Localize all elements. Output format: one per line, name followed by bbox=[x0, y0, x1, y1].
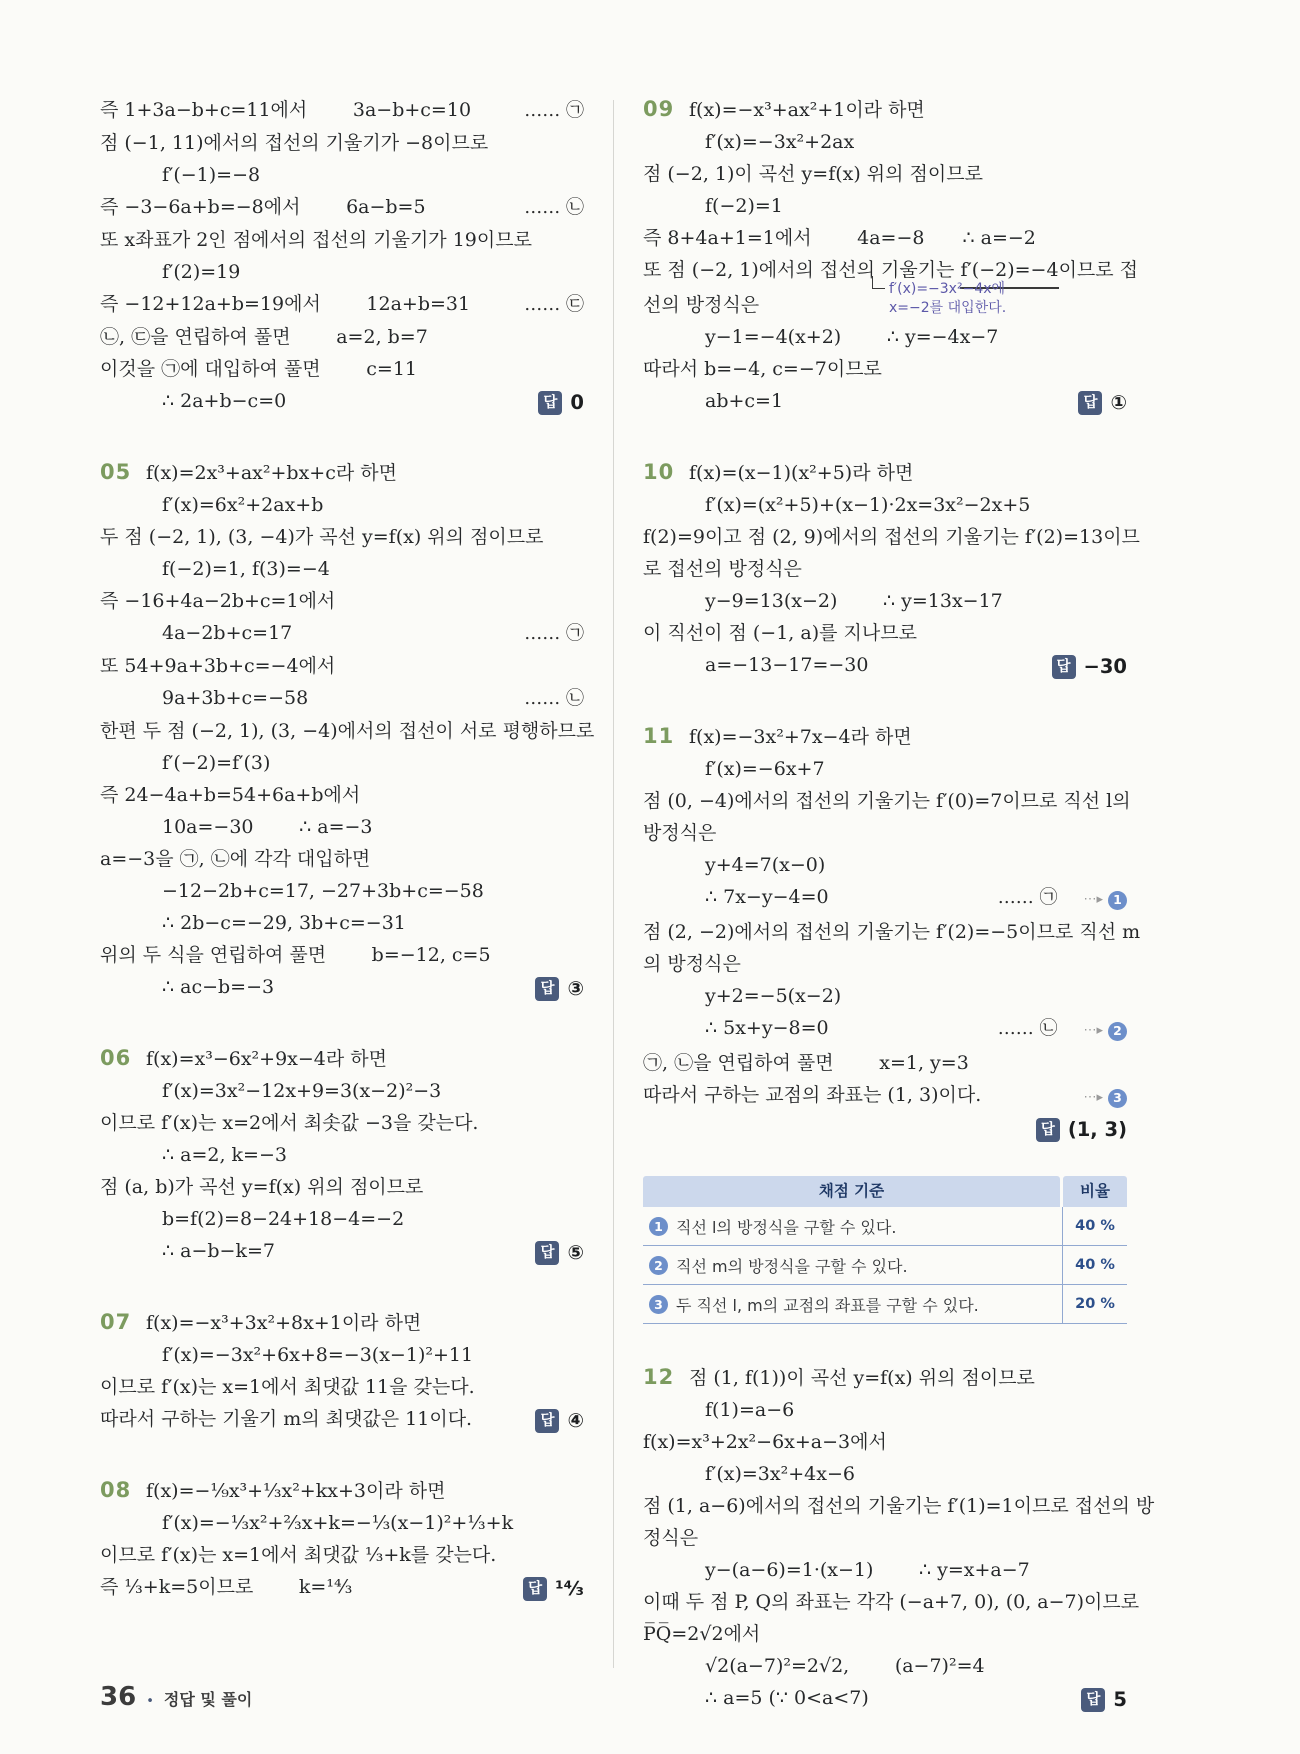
solution-line bbox=[100, 939, 584, 971]
solution-line bbox=[643, 1650, 1127, 1682]
solution-line bbox=[643, 649, 1127, 683]
solution-line bbox=[100, 1539, 584, 1571]
solutions-content bbox=[100, 94, 1155, 1716]
reference-mark: …… ㉠ bbox=[997, 887, 1058, 908]
line-text: f(−2)=1, f(3)=−4 bbox=[162, 558, 330, 580]
line-text: y+4=7(x−0) bbox=[705, 854, 826, 876]
line-text-tab: ∴ y=x+a−7 bbox=[919, 1559, 1030, 1581]
solution-line bbox=[100, 553, 584, 585]
line-text: 따라서 b=−4, c=−7이므로 bbox=[643, 358, 882, 380]
problem-number: 12 bbox=[643, 1365, 675, 1389]
rubric-criteria: 3 두 직선 l, m의 교점의 좌표를 구할 수 있다. bbox=[643, 1285, 1059, 1323]
solution-line bbox=[643, 948, 1127, 980]
solution-line bbox=[643, 1522, 1127, 1554]
problem-05 bbox=[100, 457, 595, 1005]
line-text-tab: ∴ y=13x−17 bbox=[882, 590, 1003, 612]
problem-number: 09 bbox=[643, 97, 675, 121]
solution-line bbox=[643, 916, 1141, 948]
answer-value: (1, 3) bbox=[1067, 1118, 1127, 1141]
line-text: 점 (a, b)가 곡선 y=f(x) 위의 점이므로 bbox=[100, 1176, 424, 1198]
problem-number: 10 bbox=[643, 460, 675, 484]
rubric-header-criteria: 채점 기준 bbox=[643, 1176, 1060, 1207]
line-text-tab: ∴ y=−4x−7 bbox=[886, 326, 999, 348]
line-text-tab: ∴ a=−3 bbox=[299, 816, 373, 838]
line-text: f(2)=9이고 점 (2, 9)에서의 접선의 기울기는 f′(2)=13이므 bbox=[643, 526, 1140, 548]
margin-note bbox=[889, 280, 1006, 318]
solution-line bbox=[643, 1426, 1127, 1458]
rubric-ratio: 20 % bbox=[1062, 1285, 1127, 1323]
solution-line bbox=[100, 1107, 584, 1139]
answer-badge: 답 bbox=[535, 977, 559, 1001]
line-text: f(x)=−¹⁄₉x³+¹⁄₃x²+kx+3이라 하면 bbox=[146, 1480, 446, 1502]
line-text: 따라서 구하는 교점의 좌표는 (1, 3)이다. bbox=[643, 1084, 982, 1106]
solution-line bbox=[643, 585, 1127, 617]
solution-line bbox=[643, 1362, 1127, 1394]
line-text-tab: k=¹⁴⁄₃ bbox=[298, 1576, 353, 1598]
problem-06 bbox=[100, 1043, 584, 1269]
solution-line bbox=[643, 1586, 1140, 1618]
solution-line bbox=[643, 1458, 1127, 1490]
answer bbox=[535, 1237, 584, 1269]
line-text: 4a−2b+c=17 bbox=[162, 622, 293, 644]
line-text: f(−2)=1 bbox=[705, 195, 783, 217]
line-text: ∴ a=2, k=−3 bbox=[162, 1144, 287, 1166]
line-text: 정식은 bbox=[643, 1527, 699, 1549]
line-text-tab: x=1, y=3 bbox=[879, 1052, 969, 1074]
answer-badge: 답 bbox=[1052, 655, 1076, 679]
answer-badge: 답 bbox=[1081, 1688, 1105, 1712]
line-text: a=−3을 ㉠, ㉡에 각각 대입하면 bbox=[100, 848, 371, 870]
line-text: 즉 ¹⁄₃+k=5이므로 bbox=[100, 1576, 254, 1598]
solution-line bbox=[100, 907, 584, 939]
dashed-arrow-icon: ⋯▸ bbox=[1083, 892, 1103, 907]
rubric-ratio: 40 % bbox=[1062, 1207, 1127, 1245]
line-text: 점 (−1, 11)에서의 접선의 기울기가 −8이므로 bbox=[100, 132, 489, 154]
solution-line bbox=[100, 1307, 584, 1339]
line-text: f′(−2)=f′(3) bbox=[162, 752, 271, 774]
solution-line bbox=[643, 190, 1127, 222]
solution-line bbox=[643, 753, 1127, 785]
solution-line bbox=[643, 385, 1127, 419]
rubric-table bbox=[643, 1176, 1127, 1324]
answer-badge: 답 bbox=[523, 1577, 547, 1601]
solution-line bbox=[643, 1114, 1127, 1146]
column-divider bbox=[613, 100, 614, 1668]
solution-line bbox=[100, 971, 584, 1005]
solution-line bbox=[100, 747, 584, 779]
solution-line bbox=[100, 256, 584, 288]
line-text: 선의 방정식은 bbox=[643, 294, 760, 316]
line-text: a=−13−17=−30 bbox=[705, 654, 869, 676]
line-text: 이므로 f′(x)는 x=2에서 최솟값 −3을 갖는다. bbox=[100, 1112, 479, 1134]
solution-line bbox=[100, 585, 584, 617]
column-left bbox=[100, 94, 595, 1716]
step-marker bbox=[1083, 1082, 1127, 1114]
answer bbox=[1081, 1684, 1127, 1716]
answer bbox=[523, 1573, 584, 1605]
line-text: 즉 24−4a+b=54+6a+b에서 bbox=[100, 784, 361, 806]
answer bbox=[1078, 387, 1127, 419]
line-text: f(x)=−x³+ax²+1이라 하면 bbox=[689, 99, 925, 121]
solution-line bbox=[100, 224, 584, 256]
answer bbox=[538, 387, 584, 419]
step-marker bbox=[1083, 1015, 1127, 1047]
answer-value: 5 bbox=[1113, 1688, 1127, 1711]
solution-line bbox=[100, 1043, 584, 1075]
line-text: ∴ 5x+y−8=0 bbox=[705, 1017, 829, 1039]
answer-value: ¹⁴⁄₃ bbox=[555, 1577, 584, 1600]
line-text: 즉 1+3a−b+c=11에서 bbox=[100, 99, 308, 121]
problem-08 bbox=[100, 1475, 584, 1605]
answer bbox=[1052, 651, 1127, 683]
solution-line bbox=[100, 1171, 584, 1203]
line-text: 로 접선의 방정식은 bbox=[643, 558, 802, 580]
problem-10 bbox=[643, 457, 1140, 683]
solution-line bbox=[643, 1047, 1127, 1079]
footer-page-number: 36 bbox=[100, 1682, 137, 1712]
solution-line bbox=[643, 1012, 1127, 1047]
dashed-arrow-icon: ⋯▸ bbox=[1083, 1090, 1103, 1105]
line-text: 점 (2, −2)에서의 접선의 기울기는 f′(2)=−5이므로 직선 m bbox=[643, 921, 1141, 943]
step-number-icon: 2 bbox=[1108, 1022, 1127, 1041]
line-text: 점 (1, f(1))이 곡선 y=f(x) 위의 점이므로 bbox=[689, 1367, 1035, 1389]
solution-line bbox=[643, 553, 1127, 585]
solution-line bbox=[100, 1235, 584, 1269]
line-text: 따라서 구하는 기울기 m의 최댓값은 11이다. bbox=[100, 1408, 473, 1430]
answer bbox=[535, 973, 584, 1005]
line-text: 점 (−2, 1)이 곡선 y=f(x) 위의 점이므로 bbox=[643, 163, 983, 185]
step-number-icon: 1 bbox=[649, 1217, 668, 1236]
line-text: 이므로 접 bbox=[1058, 259, 1139, 281]
answer-value: ⑤ bbox=[567, 1241, 584, 1264]
solution-line bbox=[100, 127, 584, 159]
line-text-tab: 3a−b+c=10 bbox=[352, 99, 472, 121]
problem-07 bbox=[100, 1307, 584, 1437]
line-text-tab: (a−7)²=4 bbox=[894, 1655, 985, 1677]
solution-line bbox=[100, 779, 584, 811]
line-text: −12−2b+c=17, −27+3b+c=−58 bbox=[162, 880, 484, 902]
solution-line bbox=[100, 521, 584, 553]
solution-line bbox=[643, 94, 1127, 126]
answer-badge: 답 bbox=[535, 1241, 559, 1265]
line-text: ∴ a=5 (∵ 0<a<7) bbox=[705, 1687, 869, 1709]
line-text: 위의 두 식을 연립하여 풀면 bbox=[100, 944, 327, 966]
line-text: 이므로 f′(x)는 x=1에서 최댓값 11을 갖는다. bbox=[100, 1376, 475, 1398]
line-text-tab: 4a=−8 ∴ a=−2 bbox=[857, 227, 1036, 249]
solution-line bbox=[643, 222, 1127, 254]
solution-line bbox=[643, 126, 1127, 158]
rubric-ratio: 40 % bbox=[1062, 1246, 1127, 1284]
line-text: f(x)=−3x²+7x−4라 하면 bbox=[689, 726, 912, 748]
line-text: ∴ 7x−y−4=0 bbox=[705, 886, 829, 908]
line-text: 또 점 (−2, 1)에서의 접선의 기울기는 bbox=[643, 259, 961, 281]
line-text: ㉡, ㉢을 연립하여 풀면 bbox=[100, 326, 291, 348]
solution-line bbox=[643, 1682, 1127, 1716]
solution-line bbox=[643, 321, 1127, 353]
line-text: f(1)=a−6 bbox=[705, 1399, 795, 1421]
reference-mark: …… ㉡ bbox=[524, 197, 584, 218]
line-text: f′(x)=−3x²+6x+8=−3(x−1)²+11 bbox=[162, 1344, 474, 1366]
solution-line bbox=[100, 1339, 584, 1371]
line-text: f′(x)=6x²+2ax+b bbox=[162, 494, 324, 516]
rubric-criteria: 1 직선 l의 방정식을 구할 수 있다. bbox=[643, 1207, 1059, 1245]
step-number-icon: 2 bbox=[649, 1256, 668, 1275]
solution-line bbox=[100, 1403, 584, 1437]
solution-line bbox=[643, 158, 1127, 190]
page-footer bbox=[100, 1682, 252, 1712]
answer-value: 0 bbox=[570, 391, 584, 414]
line-text: 즉 −16+4a−2b+c=1에서 bbox=[100, 590, 336, 612]
line-text: 또 x좌표가 2인 점에서의 접선의 기울기가 19이므로 bbox=[100, 229, 532, 251]
line-text: f′(2)=19 bbox=[162, 261, 241, 283]
solution-line bbox=[643, 980, 1127, 1012]
step-number-icon: 1 bbox=[1108, 891, 1127, 910]
solution-line bbox=[643, 521, 1140, 553]
solution-line bbox=[643, 617, 1127, 649]
solution-line bbox=[100, 1475, 584, 1507]
rubric-row bbox=[643, 1285, 1127, 1324]
problem-number: 07 bbox=[100, 1310, 132, 1334]
problem-09 bbox=[643, 94, 1139, 419]
problem-number: 11 bbox=[643, 724, 675, 748]
line-text: y−(a−6)=1·(x−1) bbox=[705, 1559, 874, 1581]
line-text: 점 (1, a−6)에서의 접선의 기울기는 f′(1)=1이므로 접선의 방 bbox=[643, 1495, 1155, 1517]
line-text: b=f(2)=8−24+18−4=−2 bbox=[162, 1208, 405, 1230]
solution-line bbox=[100, 1507, 584, 1539]
underlined-text: f′(−2)=−4 bbox=[960, 254, 1058, 289]
rubric-header-ratio: 비율 bbox=[1063, 1176, 1127, 1207]
line-text: 의 방정식은 bbox=[643, 953, 741, 975]
rubric-criteria: 2 직선 m의 방정식을 구할 수 있다. bbox=[643, 1246, 1059, 1284]
problem-12 bbox=[643, 1362, 1155, 1716]
reference-mark: …… ㉡ bbox=[524, 688, 584, 709]
line-text: f(x)=x³+2x²−6x+a−3에서 bbox=[643, 1431, 887, 1453]
solution-line bbox=[643, 785, 1131, 817]
line-text: 또 54+9a+3b+c=−4에서 bbox=[100, 655, 336, 677]
rubric-header bbox=[643, 1176, 1127, 1207]
solution-line bbox=[100, 650, 584, 682]
answer-badge: 답 bbox=[1078, 391, 1102, 415]
line-text-tab: 12a+b=31 bbox=[366, 293, 471, 315]
solution-line bbox=[100, 843, 584, 875]
line-text: 이것을 ㉠에 대입하여 풀면 bbox=[100, 358, 321, 380]
solution-line bbox=[643, 353, 1127, 385]
line-text: ∴ 2b−c=−29, 3b+c=−31 bbox=[162, 912, 406, 934]
solution-line bbox=[100, 682, 584, 715]
line-text: 방정식은 bbox=[643, 822, 717, 844]
line-text: 이때 두 점 P, Q의 좌표는 각각 (−a+7, 0), (0, a−7)이므로 bbox=[643, 1591, 1140, 1613]
solution-line bbox=[100, 191, 584, 224]
solution-line bbox=[100, 617, 584, 650]
dashed-arrow-icon: ⋯▸ bbox=[1083, 1023, 1103, 1038]
solution-line bbox=[100, 1203, 584, 1235]
reference-mark: …… ㉢ bbox=[524, 294, 584, 315]
problem-continuation bbox=[100, 94, 584, 419]
solution-line bbox=[100, 811, 584, 843]
footer-dot-icon: • bbox=[146, 1694, 154, 1709]
line-text: ㉠, ㉡을 연립하여 풀면 bbox=[643, 1052, 834, 1074]
line-text: f(x)=(x−1)(x²+5)라 하면 bbox=[689, 462, 914, 484]
line-text: 이므로 f′(x)는 x=1에서 최댓값 ¹⁄₃+k를 갖는다. bbox=[100, 1544, 497, 1566]
solution-line bbox=[100, 159, 584, 191]
line-text: y−1=−4(x+2) bbox=[705, 326, 842, 348]
solution-line bbox=[643, 849, 1127, 881]
line-text: 즉 −3−6a+b=−8에서 bbox=[100, 196, 301, 218]
solution-line bbox=[643, 721, 1127, 753]
solution-line bbox=[100, 288, 584, 321]
solution-line bbox=[100, 1371, 584, 1403]
line-text: 즉 −12+12a+b=19에서 bbox=[100, 293, 321, 315]
answer bbox=[1036, 1114, 1127, 1146]
step-number-icon: 3 bbox=[649, 1295, 668, 1314]
solution-line bbox=[643, 457, 1127, 489]
answer-value: ① bbox=[1110, 391, 1127, 414]
problem-number: 08 bbox=[100, 1478, 132, 1502]
column-right bbox=[643, 94, 1155, 1716]
line-text: 두 점 (−2, 1), (3, −4)가 곡선 y=f(x) 위의 점이므로 bbox=[100, 526, 544, 548]
step-number-icon: 3 bbox=[1108, 1089, 1127, 1108]
solution-line bbox=[643, 1394, 1127, 1426]
solution-line bbox=[100, 385, 584, 419]
problem-11 bbox=[643, 721, 1141, 1146]
solution-line bbox=[100, 321, 584, 353]
answer-badge: 답 bbox=[535, 1409, 559, 1433]
solution-line bbox=[643, 1618, 1127, 1650]
solution-line bbox=[100, 875, 584, 907]
solution-line bbox=[100, 94, 584, 127]
reference-mark: …… ㉡ bbox=[997, 1018, 1058, 1039]
line-text: f′(x)=3x²+4x−6 bbox=[705, 1463, 855, 1485]
line-text: P̅Q̅=2√2에서 bbox=[643, 1623, 761, 1645]
footer-label: 정답 및 풀이 bbox=[163, 1690, 253, 1709]
answer-value: −30 bbox=[1083, 655, 1127, 678]
line-text: f′(x)=−6x+7 bbox=[705, 758, 825, 780]
answer bbox=[535, 1405, 584, 1437]
reference-mark: …… ㉠ bbox=[524, 100, 584, 121]
line-text: 9a+3b+c=−58 bbox=[162, 687, 309, 709]
rubric-row bbox=[643, 1207, 1127, 1246]
answer-value: ④ bbox=[567, 1409, 584, 1432]
line-text: 이 직선이 점 (−1, a)를 지나므로 bbox=[643, 622, 917, 644]
line-text: √2(a−7)²=2√2, bbox=[705, 1655, 850, 1677]
line-text: f′(x)=−¹⁄₃x²+²⁄₃x+k=−¹⁄₃(x−1)²+¹⁄₃+k bbox=[162, 1512, 514, 1534]
line-text: ∴ 2a+b−c=0 bbox=[162, 390, 287, 412]
solution-line bbox=[643, 254, 1139, 289]
solution-line bbox=[100, 1075, 584, 1107]
reference-mark: …… ㉠ bbox=[524, 623, 584, 644]
line-text: f′(−1)=−8 bbox=[162, 164, 261, 186]
step-marker bbox=[1083, 884, 1127, 916]
solution-line bbox=[100, 715, 595, 747]
line-text-tab: a=2, b=7 bbox=[336, 326, 428, 348]
line-text: f(x)=x³−6x²+9x−4라 하면 bbox=[146, 1048, 387, 1070]
margin-note-line: f′(x)=−3x²−4x에 bbox=[889, 281, 1006, 297]
line-text: y+2=−5(x−2) bbox=[705, 985, 842, 1007]
solution-line bbox=[100, 1139, 584, 1171]
line-text-tab: 6a−b=5 bbox=[346, 196, 426, 218]
line-text: 즉 8+4a+1=1에서 bbox=[643, 227, 812, 249]
line-text: f′(x)=3x²−12x+9=3(x−2)²−3 bbox=[162, 1080, 442, 1102]
line-text: f(x)=2x³+ax²+bx+c라 하면 bbox=[146, 462, 397, 484]
solution-line bbox=[643, 1554, 1127, 1586]
line-text: ab+c=1 bbox=[705, 390, 784, 412]
line-text: 한편 두 점 (−2, 1), (3, −4)에서의 접선이 서로 평행하므로 bbox=[100, 720, 595, 742]
margin-note-line: x=−2를 대입한다. bbox=[889, 300, 1007, 316]
answer-value: ③ bbox=[567, 977, 584, 1000]
solution-line bbox=[643, 489, 1127, 521]
solution-line bbox=[643, 1079, 1127, 1114]
rubric-row bbox=[643, 1246, 1127, 1285]
solution-line bbox=[643, 1490, 1155, 1522]
answer-badge: 답 bbox=[1036, 1118, 1060, 1142]
line-text-tab: c=11 bbox=[366, 358, 418, 380]
line-text: f′(x)=(x²+5)+(x−1)·2x=3x²−2x+5 bbox=[705, 494, 1031, 516]
line-text: f(x)=−x³+3x²+8x+1이라 하면 bbox=[146, 1312, 422, 1334]
line-text-tab: b=−12, c=5 bbox=[371, 944, 491, 966]
solution-line bbox=[100, 353, 584, 385]
problem-number: 05 bbox=[100, 460, 132, 484]
solution-line bbox=[643, 281, 1127, 321]
line-text: 점 (0, −4)에서의 접선의 기울기는 f′(0)=7이므로 직선 l의 bbox=[643, 790, 1131, 812]
line-text: f′(x)=−3x²+2ax bbox=[705, 131, 855, 153]
solution-line bbox=[100, 1571, 584, 1605]
line-text: ∴ a−b−k=7 bbox=[162, 1240, 275, 1262]
answer-badge: 답 bbox=[538, 391, 562, 415]
problem-number: 06 bbox=[100, 1046, 132, 1070]
solution-line bbox=[100, 457, 584, 489]
line-text: 10a=−30 bbox=[162, 816, 254, 838]
solution-line bbox=[643, 881, 1127, 916]
line-text: ∴ ac−b=−3 bbox=[162, 976, 275, 998]
solution-line bbox=[643, 817, 1127, 849]
line-text: y−9=13(x−2) bbox=[705, 590, 838, 612]
solution-line bbox=[100, 489, 584, 521]
